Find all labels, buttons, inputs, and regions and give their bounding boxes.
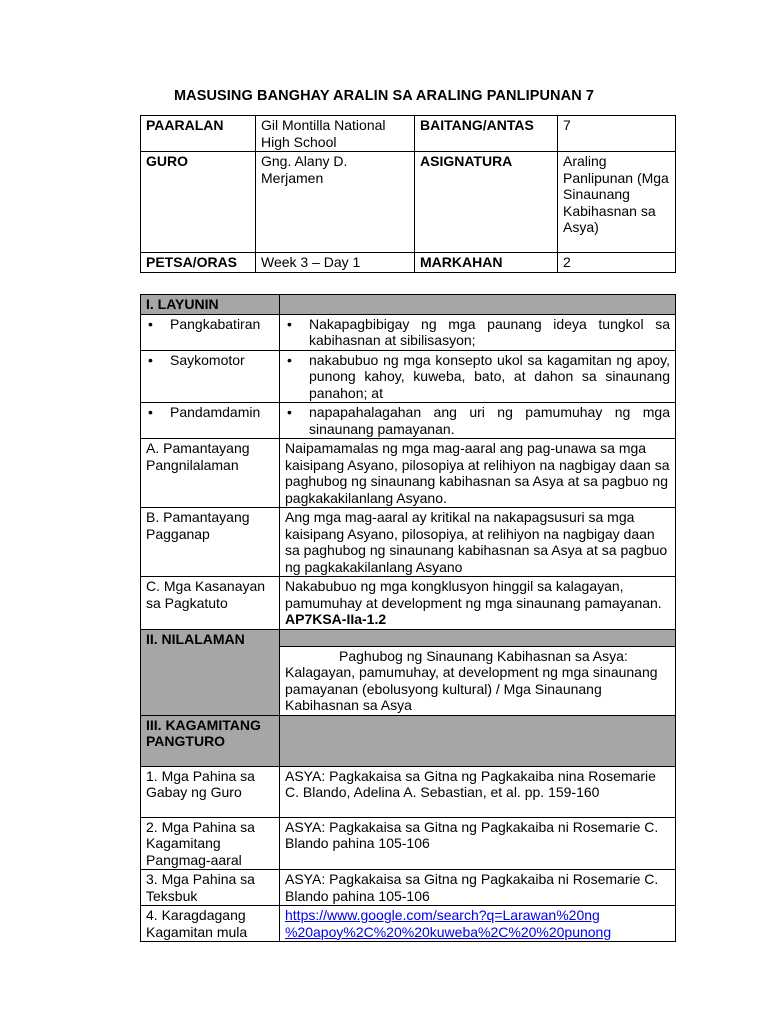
layunin-text: Nakapagbibigay ng mga paunang ideya tungkol sa kabihasnan at sibilisasyon; (309, 315, 670, 348)
kagamitang-pangmag-aaral-text: ASYA: Pagkakaisa sa Gitna ng Pagkakaiba ni Rosemarie C. Blando pahina 105-106 (280, 817, 676, 870)
kagamitan-header: III. KAGAMITANG PANGTURO (141, 715, 280, 766)
markahan-value: 2 (558, 253, 676, 273)
bullet-icon: • (148, 351, 153, 368)
layunin-text-cell (280, 350, 676, 403)
nilalaman-header-blank (280, 629, 676, 646)
baitang-label: BAITANG/ANTAS (415, 116, 558, 152)
info-table (140, 115, 676, 273)
document-title: MASUSING BANGHAY ARALIN SA ARALING PANLIPUNAN 7 (173, 88, 595, 104)
layunin-text-cell (280, 314, 676, 350)
petsa-label: PETSA/ORAS (141, 253, 256, 273)
markahan-label: MARKAHAN (415, 253, 558, 273)
nilalaman-header: II. NILALAMAN (141, 629, 280, 715)
asignatura-label: ASIGNATURA (415, 152, 558, 253)
resource-link-line-1[interactable]: https://www.google.com/search?q=Larawan%20ng (285, 907, 600, 923)
bullet-icon: • (148, 315, 153, 332)
karagdagang-kagamitan-cell (280, 906, 676, 942)
pamantayang-pangnilalaman-text: Naipamamalas ng mga mag-aaral ang pag-unawa sa mga kaisipang Asyano, pilosopiya at relihiyon na nagbigay daan sa paghubog ng sinaunang kabihasnan sa Asya at sa pagbuo ng pagkakakilanlang Asyano. (280, 439, 676, 508)
bullet-icon: • (287, 315, 292, 332)
layunin-label-cell (141, 314, 280, 350)
paaralan-label: PAARALAN (141, 116, 256, 152)
nilalaman-text: Paghubog ng Sinaunang Kabihasnan sa Asya: Kalagayan, pamumuhay, at development ng mga sinaunang pamayanan (ebolusyong kultural) / Mga Sinaunang Kabihasnan sa Asya (280, 646, 676, 715)
kagamitan-header-blank (280, 715, 676, 766)
asignatura-value: Araling Panlipunan (Mga Sinaunang Kabihasnan sa Asya) (558, 152, 676, 253)
resource-link-line-2[interactable]: %20apoy%2C%20%20kuweba%2C%20%20punong (285, 923, 612, 940)
layunin-text: napapahalagahan ang uri ng pamumuhay ng mga sinaunang pamayanan. (309, 404, 670, 437)
bullet-icon: • (287, 351, 292, 368)
layunin-label: Pandamdamin (170, 404, 261, 420)
pamantayang-pagganap-text: Ang mga mag-aaral ay kritikal na nakapagsusuri sa mga kaisipang Asyano, pilosopiya, at relihiyon na nagbigay daan sa paghubog ng sinaunang kabihasnan sa Asya at sa pagbuo ng pagkakakilanlang Asyano (280, 508, 676, 577)
kasanayan-label: C. Mga Kasanayan sa Pagkatuto (141, 577, 280, 630)
pamantayang-pagganap-label: B. Pamantayang Pagganap (141, 508, 280, 577)
karagdagang-kagamitan-label: 4. Karagdagang Kagamitan mula (141, 906, 280, 942)
guro-label: GURO (141, 152, 256, 253)
bullet-icon: • (287, 404, 292, 420)
layunin-header: I. LAYUNIN (141, 295, 280, 315)
layunin-label-cell (141, 350, 280, 403)
baitang-value: 7 (558, 116, 676, 152)
petsa-value: Week 3 – Day 1 (256, 253, 415, 273)
layunin-label-cell (141, 403, 280, 439)
layunin-text: nakabubuo ng mga konsepto ukol sa kagamitan ng apoy, punong kahoy, kuweba, bato, at dahon sa sinaunang panahon; at (309, 351, 670, 401)
lesson-table (140, 294, 676, 942)
kasanayan-text: Nakabubuo ng mga kongklusyon hinggil sa kalagayan, pamumuhay at development ng mga sinaunang pamayanan. (285, 578, 662, 611)
teksbuk-text: ASYA: Pagkakaisa sa Gitna ng Pagkakaiba ni Rosemarie C. Blando pahina 105-106 (280, 870, 676, 906)
teksbuk-label: 3. Mga Pahina sa Teksbuk (141, 870, 280, 906)
guro-value: Gng. Alany D. Merjamen (256, 152, 415, 253)
layunin-text-cell (280, 403, 676, 439)
layunin-header-blank (280, 295, 676, 315)
layunin-label: Saykomotor (170, 351, 245, 368)
pamantayang-pangnilalaman-label: A. Pamantayang Pangnilalaman (141, 439, 280, 508)
bullet-icon: • (148, 404, 153, 420)
gabay-guro-label: 1. Mga Pahina sa Gabay ng Guro (141, 766, 280, 817)
gabay-guro-text: ASYA: Pagkakaisa sa Gitna ng Pagkakaiba nina Rosemarie C. Blando, Adelina A. Sebastian, et al. pp. 159-160 (280, 766, 676, 817)
layunin-label: Pangkabatiran (170, 315, 261, 332)
kasanayan-cell (280, 577, 676, 630)
kasanayan-code: AP7KSA-IIa-1.2 (285, 611, 387, 627)
paaralan-value: Gil Montilla National High School (256, 116, 415, 152)
kagamitang-pangmag-aaral-label: 2. Mga Pahina sa Kagamitang Pangmag-aaral (141, 817, 280, 870)
